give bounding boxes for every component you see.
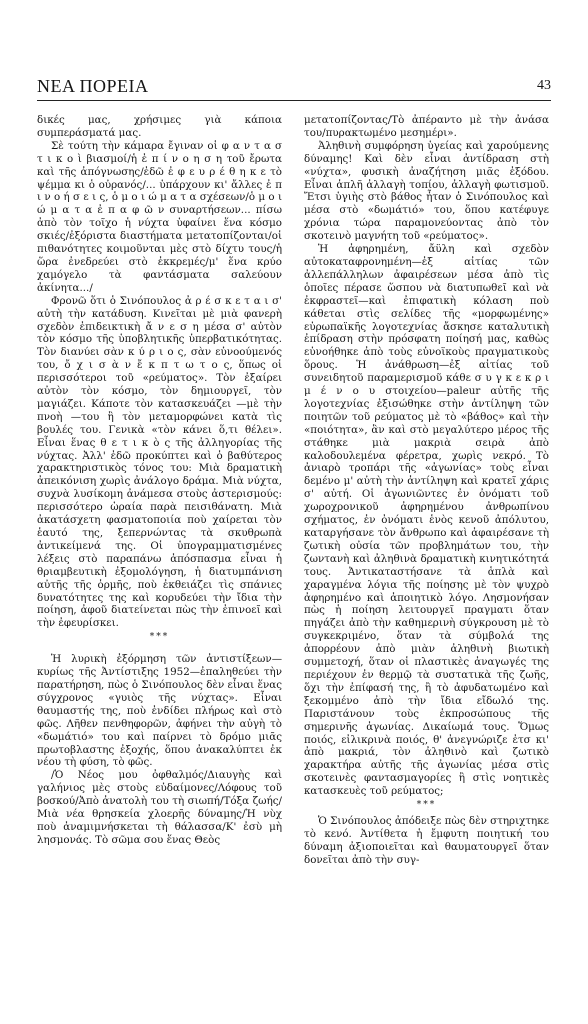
paragraph: Ὁ Σινόπουλος ἀπόδειξε πὼς δὲν στηριχτηκε τὸ κενό. Ἀντίθετα ἡ ἔμφυτη ποιητική του δύναμη ἀξιοποιεῖται καὶ θαυματουργεῖ ὅταν δονεῖται ἀπὸ τὴν συγ- xyxy=(304,814,549,866)
page-number: 43 xyxy=(537,78,551,93)
running-header xyxy=(37,70,551,101)
section-separator: *** xyxy=(149,632,170,643)
paragraph: μετατοπίζοντας/Τὸ ἀπέραντο μὲ τὴν ἀνάσα του/πυρακτωμένο μεσημέρι». xyxy=(304,114,549,139)
paragraph: /Ὁ Νέος μου ὀφθαλμός/Διαυγὴς καὶ γαλήνιος μὲς στοὺς εὐδαίμονες/Λόφους τοῦ βοσκού/Ἀπὸ ἀνατολὴ του τὴ σιωπή/Τόξα ζωής/Μιὰ νέα θρησκεία χλοερῆς δύναμης/Ἡ νὺχ ποὺ ἀναμιμνήσκεται τὴ θάλασσα/Κ' ἐσὺ μὴ λησμονάς. Τὸ σῶμα σου ἕνας Θεὸς xyxy=(37,769,282,846)
right-column xyxy=(304,114,549,1009)
paragraph: δικές μας, χρήσιμες γιὰ κάποια συμπεράσματά μας. xyxy=(37,114,282,139)
left-column xyxy=(37,114,282,1009)
paragraph: Σὲ τούτη τὴν κάμαρα ἔγιναν οἱ φ α ν τ α σ τ ι κ ο ὶ βιασμοί/ἡ ἐ π ί ν ο η σ η τοῦ ἔρωτα καὶ τῆς ἀπόγνωσης/ἐδῶ ἐ φ ε υ ρ έ θ η κ ε τὸ ψέμμα κι ὁ οὐρανός/... ὑπάρχουν κι' ἄλλες ἐ π ι ν ο ή σ ε ι ς, ὁ μ ο ι ώ μ α τ α σχέσεων/ὁ μ ο ι ώ μ α τ α ἐ π α φ ῶ ν συναρτήσεων... πίσω ἀπὸ τὸν τοῖχο ἡ νύχτα ὑφαίνει ἕνα κόσμο σκιές/ἐξόριστα διαστήματα μετατοπίζονται/οἱ πιθανότητες κοιμοῦνται μὲς στὸ δίχτυ τους/ἡ ὥρα ἐνεδρεύει στὸ ἐκκρεμές/μ' ἕνα κρύο χαμόγελο τὰ φαντάσματα σαλεύουν ἀκίνητα.../ xyxy=(37,139,282,294)
paragraph: Φρονῶ ὅτι ὁ Σινόπουλος ἀ ρ έ σ κ ε τ α ι σ' αὐτὴ τὴν κατάδυση. Κινεῖται μὲ μιὰ φανερὴ σχεδὸν ἐπιδεικτικὴ ἄ ν ε σ η μέσα σ' αὐτὸν τὸν κόσμο τῆς ὑποβλητικῆς ὑπερβατικότητας. Τὸν διανύει σὰν κ ύ ρ ι ο ς, σὰν εὐνοούμενός του, ὄ χ ι σ ὰ ν ἔ κ π τ ω τ ο ς, ὅπως οἱ περισσότεροι τοῦ «ρεύματος». Τὸν ἐξαίρει αὐτὸν τὸν κόσμο, τὸν δημιουργεῖ, τὸν μαγιάζει. Κάποτε τὸν κατασκευάζει —μὲ τὴν πνοὴ —του ἢ τὸν μεταμορφώνει κατὰ τὶς βουλές του. Γενικὰ «τὸν κάνει ὅ,τι θέλει». Εἶναι ἕνας θ ε τ ι κ ὸ ς τῆς ἀλληγορίας τῆς νύχτας. Ἀλλ' ἐδῶ προκύπτει καὶ ὁ βαθύτερος χαρακτηριστικὸς τόνος του: Μιὰ δραματικὴ ἀπεικόνιση χωρὶς ἀνάλογο δράμα. Μιὰ νύχτα, συχνὰ λυσίκομη ἀνάμεσα στοὺς ἀστερισμούς: περισσότερο ὡραία παρὰ πεισιθάνατη. Μιὰ ἀκατάσχετη φασματοποιία ποὺ χαίρεται τὸν ἑαυτό της, ξεπερνώντας τὰ σκυθρωπὰ ἀντικείμενά της. Οἱ ὑπογραμματισμένες λέξεις στὸ παραπάνω ἀπόσπασμα εἶναι ἡ θριαμβευτικὴ ἐξομολόγηση, ἡ διατυμπάνιση αὐτῆς τῆς ὁρμῆς, ποὺ ἐκθειάζει τὶς σπάνιες δυνατότητες της καὶ κορυδεύει τὴν ἴδια τὴν ποίηση, ἀφοῦ διατείνεται πὼς τὴν ἐπινοεῖ καὶ τὴν ἐφευρίσκει. xyxy=(37,294,282,630)
paragraph: Ἀληθινὴ συμφόρηση ὑγείας καὶ χαρούμενης δύναμης! Καὶ δὲν εἶναι ἀντίδραση στὴ «νύχτα», φυσικὴ ἀναζήτηση μιᾶς ἐξόδου. Εἶναι ἁπλῆ ἀλλαγὴ τοπίου, ἀλλαγὴ φωτισμοῦ. Ἔτσι ὑγιὴς στὸ βάθος ἦταν ὁ Σινόπουλος καὶ μέσα στὸ «δωμάτιό» του, ὅπου κατέφυγε χρόνια τώρα παραμονεύοντας ἀπὸ τὸν σκοτεινὸ μαγνήτη τοῦ «ρεύματος». xyxy=(304,139,549,243)
paragraph: Ἡ λυρικὴ ἐξόρμηση τῶν ἀντιστίξεων—κυρίως τῆς Ἀντίστιξης 1952—ἐπαληθεύει τὴν παρατήρηση, πὼς ὁ Σινόπουλος δὲν εἶναι ἕνας σύγχρονος «γυιὸς τῆς νύχτας». Εἶναι θαυμαστής της, ποὺ ἐνδίδει πλήρως καὶ στὸ φῶς. Λῆθεν πενθηφορῶν, ἀφήνει τὴν αὐγὴ τὸ «δωμάτιό» του καὶ παίρνει τὸ δρόμο μιᾶς πρωτοβλαστης ἐξοχής, ὅπου ἀνακαλύπτει ἐκ νέου τὴ φύση, τὸ φῶς. xyxy=(37,653,282,769)
section-separator: *** xyxy=(416,800,437,811)
paragraph: Ἡ ἀφηρημένη, ἄϋλη καὶ σχεδὸν αὐτοκαταφρονημένη—ἐξ αἰτίας τῶν ἀλλεπάλληλων ἀφαιρέσεων μέσα ἀπὸ τὶς ὁποῖες πέρασε ὥσπου νὰ διατυπωθεῖ καὶ νὰ ἐκφραστεῖ—καὶ ἐπιφατικὴ κόλαση ποὺ κάθεται στὶς σελίδες τῆς «μορφωμένης» εὐρωπαϊκῆς λογοτεχνίας ἄσκησε καταλυτικὴ ἐπίδραση στὴν πρόσφατη ποίησή μας, καθὼς εὐνοήθηκε ἀπὸ τοὺς εὐνοϊκοὺς πραγματικοὺς ὅρους. Ἡ ἀνάθρωση—ἐξ αἰτίας τοῦ συνειδητοῦ παραμερισμοῦ κάθε σ υ γ κ ε κ ρ ι μ έ ν ο υ στοιχείου—paleur αὐτῆς τῆς λογοτεχνίας ἐξισώθηκε στὴν ἀντίληψη τῶν ποιητῶν τοῦ ρεύματος μὲ τὸ «βάθος» καὶ τὴν «ποιότητα», ἂν καὶ στὸ μεγαλύτερο μέρος τῆς στάθηκε μιὰ μακριὰ σειρὰ ἀπὸ καλοδουλεμένα φέρετρα, χωρὶς νεκρό. Τὸ ἀνιαρὸ τροπάρι τῆς «ἀγωνίας» τοὺς εἶναι δεμένο μ' αὐτὴ τὴν ἀντίληψη καὶ κρατεῖ χάρις σ' αὐτή. Οἱ ἀγωνιῶντες ἐν ὀνόματι τοῦ χωροχρονικοῦ ἀφηρημένου ἀνθρωπίνου σχήματος, ἐν ὀνόματι ἑνὸς κενοῦ ἀπόλυτου, καταργήσανε τὸν ἄνθρωπο καὶ ἀφαιρέσανε τὴ ζωτικὴ οὐσία τῶν προβλημάτων του, τὴν ζωντανὴ καὶ ἀληθινὰ δραματικὴ κινητικότητά τους. Ἀντικαταστήσανε τὰ ἁπλὰ καὶ χαραγμένα λόγια τῆς ποίησης μὲ τὸν ψυχρὸ ἀφηρημένο καὶ ἀποιητικὸ λόγο. Λησμονήσαν πὼς ἡ ποίηση λειτουργεῖ πραγματι ὅταν πηγάζει ἀπὸ τὴν καθημερινὴ σύγκρουση μὲ τὸ συγκεκριμένο, ὅταν τὰ σύμβολά της ἀπορρέουν ἀπὸ μιὰν ἀληθινὴ βιωτικὴ συμμετοχή, ὅταν οἱ πλαστικὲς ἀναγωγές της περιέχουν ἐν θερμῷ τὰ συστατικὰ τῆς ζωῆς, ὅχι τὴν ἐπίφασή της, ἢ τὸ ἀφυδατωμένο καὶ ξεκομμένο ἀπὸ τὴν ἴδια εἴδωλό της. Παριστάνουν τοὺς ἐκπροσώπους τῆς σημερινῆς ἀγωνίας. Δικαίωμά τους. Ὅμως ποιός, εἰλικρινὰ ποιός, θ' ἀνεγνώριζε ἐτσ κι' ἀπὸ μακριά, τὸν ἀληθινὸ καὶ ζωτικὸ χαρακτήρα αὐτῆς τῆς ἀγωνίας μέσα στὶς σκοτεινὲς φαντασμαγορίες ἢ στὶς νοητικὲς κατασκευὲς τοῦ ρεύματος; xyxy=(304,243,549,798)
journal-title: ΝΕΑ ΠΟΡΕΙΑ xyxy=(37,76,149,96)
